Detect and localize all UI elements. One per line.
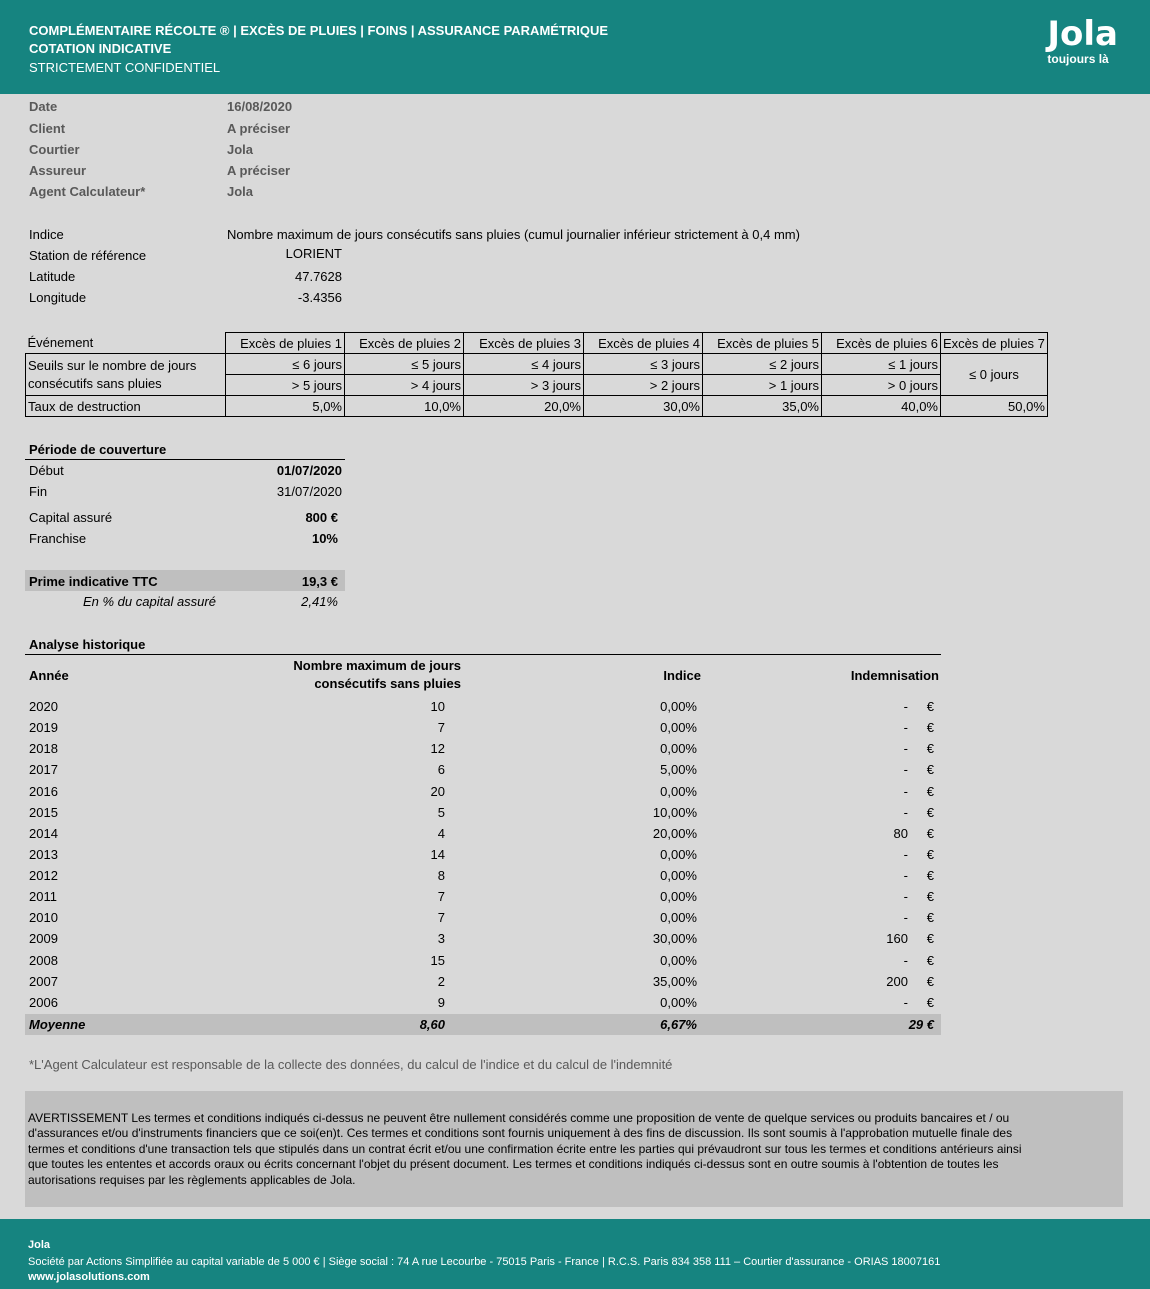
threshold-upper: ≤ 5 jours <box>345 354 464 375</box>
destruction-rate: 10,0% <box>345 396 464 417</box>
history-row <box>25 739 941 760</box>
history-indemn: - <box>903 846 908 862</box>
event-name: Excès de pluies 5 <box>703 333 822 354</box>
history-row <box>25 697 941 718</box>
destruction-rate: 30,0% <box>584 396 703 417</box>
agent-value: Jola <box>227 184 254 199</box>
history-year: 2012 <box>29 868 58 884</box>
history-currency: € <box>926 868 934 884</box>
threshold-lower: > 5 jours <box>226 375 345 396</box>
history-year: 2015 <box>29 804 58 820</box>
history-year: 2016 <box>29 783 58 799</box>
average-index: 6,67% <box>660 1017 697 1032</box>
history-currency: € <box>926 762 934 778</box>
threshold-lower: > 3 jours <box>464 375 584 396</box>
agent-label: Agent Calculateur* <box>29 184 146 199</box>
average-label: Moyenne <box>29 1017 86 1032</box>
history-currency: € <box>926 952 934 968</box>
event-name: Excès de pluies 2 <box>345 333 464 354</box>
threshold-upper: ≤ 1 jours <box>822 354 941 375</box>
history-index: 5,00% <box>660 762 697 778</box>
destruction-rate: 40,0% <box>822 396 941 417</box>
history-year: 2008 <box>29 952 58 968</box>
client-label: Client <box>29 121 66 136</box>
logo-name: Jola <box>1047 14 1118 54</box>
history-row <box>25 993 941 1014</box>
history-index: 0,00% <box>660 741 697 757</box>
history-index: 0,00% <box>660 994 697 1010</box>
confidentiality-notice: STRICTEMENT CONFIDENTIEL <box>29 60 221 75</box>
franchise-value: 10% <box>311 531 338 546</box>
history-row <box>25 908 941 929</box>
destruction-rate: 5,0% <box>226 396 345 417</box>
history-days: 14 <box>430 846 445 862</box>
history-year: 2019 <box>29 720 58 736</box>
events-header-row <box>26 333 1048 354</box>
history-days: 7 <box>437 720 445 736</box>
history-year: 2006 <box>29 994 58 1010</box>
history-indemn: - <box>903 720 908 736</box>
destruction-row <box>26 396 1048 417</box>
history-year: 2014 <box>29 825 58 841</box>
history-indemn: 160 <box>886 931 908 947</box>
history-index: 0,00% <box>660 783 697 799</box>
threshold-upper-row <box>26 354 1048 375</box>
history-row <box>25 972 941 993</box>
history-days: 6 <box>437 762 445 778</box>
history-currency: € <box>926 783 934 799</box>
history-indemn: 80 <box>893 825 908 841</box>
history-index: 0,00% <box>660 910 697 926</box>
franchise-label: Franchise <box>29 531 87 546</box>
history-row <box>25 866 941 887</box>
history-currency: € <box>926 889 934 905</box>
threshold-upper: ≤ 3 jours <box>584 354 703 375</box>
history-currency: € <box>926 825 934 841</box>
history-days: 20 <box>430 783 445 799</box>
history-year: 2011 <box>29 889 57 905</box>
history-currency: € <box>926 699 934 714</box>
end-label: Fin <box>29 484 48 499</box>
history-index: 35,00% <box>652 973 697 989</box>
footer-legal: Société par Actions Simplifiée au capital variable de 5 000 € | Siège social : 74 A rue Lecourbe - 75015 Paris - France | R.C.S. Paris 834 358 111 – Courtier d'assurance - ORIAS 18007161 <box>28 1256 941 1268</box>
history-index: 0,00% <box>660 699 697 714</box>
quote-body <box>0 94 1150 1219</box>
coverage-divider <box>25 459 345 460</box>
history-currency: € <box>926 720 934 736</box>
threshold-upper: ≤ 6 jours <box>226 354 345 375</box>
station-value: LORIENT <box>285 246 342 261</box>
history-days: 5 <box>437 804 445 820</box>
history-currency: € <box>926 931 934 947</box>
courtier-value: Jola <box>227 142 254 157</box>
history-year: 2010 <box>29 910 58 926</box>
average-indemn: 29 € <box>908 1017 934 1032</box>
start-label: Début <box>29 463 64 478</box>
threshold-upper: ≤ 2 jours <box>703 354 822 375</box>
history-index: 10,00% <box>652 804 697 820</box>
premium-label: Prime indicative TTC <box>29 574 158 589</box>
history-index: 0,00% <box>660 889 697 905</box>
history-days: 4 <box>437 825 445 841</box>
threshold-lower: > 1 jours <box>703 375 822 396</box>
history-indemn: - <box>903 910 908 926</box>
history-days: 8 <box>437 868 445 884</box>
history-currency: € <box>926 741 934 757</box>
history-indemn: - <box>903 804 908 820</box>
history-row <box>25 929 941 950</box>
jola-logo <box>1047 16 1118 66</box>
disclaimer-box <box>25 1091 1123 1207</box>
history-year: 2018 <box>29 741 58 757</box>
history-divider <box>25 654 941 655</box>
event-name: Excès de pluies 4 <box>584 333 703 354</box>
destruction-rate: 20,0% <box>464 396 584 417</box>
history-row <box>25 951 941 972</box>
average-highlight <box>25 1014 941 1035</box>
history-row <box>25 887 941 908</box>
destruction-rate: 50,0% <box>941 396 1048 417</box>
history-year: 2020 <box>29 699 58 714</box>
history-row <box>25 845 941 866</box>
history-title: Analyse historique <box>29 637 146 652</box>
history-days: 7 <box>437 889 445 905</box>
history-days: 3 <box>437 931 445 947</box>
history-row <box>25 718 941 739</box>
history-index: 20,00% <box>652 825 697 841</box>
history-days: 15 <box>430 952 445 968</box>
premium-pct-value: 2,41% <box>301 594 338 609</box>
history-days: 2 <box>437 973 445 989</box>
col-days-header-line2: consécutifs sans pluies <box>314 676 461 691</box>
event-name: Excès de pluies 1 <box>226 333 345 354</box>
header-banner <box>0 0 1150 94</box>
history-indemn: - <box>903 868 908 884</box>
event-name: Excès de pluies 6 <box>822 333 941 354</box>
history-indemn: - <box>903 994 908 1010</box>
date-label: Date <box>29 99 58 114</box>
indice-value: Nombre maximum de jours consécutifs sans pluies (cumul journalier inférieur strictement à 0,4 mm) <box>227 227 800 242</box>
col-days-header-line1: Nombre maximum de jours <box>293 658 461 673</box>
threshold-lower: > 2 jours <box>584 375 703 396</box>
col-index-header: Indice <box>663 668 701 683</box>
average-days: 8,60 <box>419 1017 445 1032</box>
col-indemn-header: Indemnisation <box>850 668 939 683</box>
destruction-rate: 35,0% <box>703 396 822 417</box>
history-year: 2007 <box>29 973 58 989</box>
event-label: Événement <box>26 333 226 354</box>
start-value: 01/07/2020 <box>276 463 342 478</box>
date-value: 16/08/2020 <box>227 99 293 114</box>
threshold-upper: ≤ 4 jours <box>464 354 584 375</box>
history-indemn: 200 <box>886 973 908 989</box>
history-days: 10 <box>430 699 445 714</box>
history-row <box>25 760 941 781</box>
history-year: 2017 <box>29 762 58 778</box>
history-currency: € <box>926 804 934 820</box>
longitude-label: Longitude <box>29 290 87 305</box>
product-title: COMPLÉMENTAIRE RÉCOLTE ® | EXCÈS DE PLUIES | FOINS | ASSURANCE PARAMÉTRIQUE <box>29 23 609 38</box>
courtier-label: Courtier <box>29 142 80 157</box>
destruction-label: Taux de destruction <box>26 396 226 417</box>
history-index: 0,00% <box>660 868 697 884</box>
history-currency: € <box>926 994 934 1010</box>
client-value: A préciser <box>227 121 291 136</box>
end-value: 31/07/2020 <box>276 484 342 499</box>
history-days: 12 <box>430 741 445 757</box>
event-name: Excès de pluies 7 <box>941 333 1048 354</box>
threshold-lower: > 4 jours <box>345 375 464 396</box>
history-indemn: - <box>903 952 908 968</box>
threshold-label <box>26 354 226 396</box>
assureur-value: A préciser <box>227 163 291 178</box>
threshold-label-line: Seuils sur le nombre de jours <box>28 357 197 373</box>
longitude-value: -3.4356 <box>297 290 342 305</box>
capital-label: Capital assuré <box>29 510 113 525</box>
history-row <box>25 824 941 845</box>
assureur-label: Assureur <box>29 163 87 178</box>
threshold-upper: ≤ 0 jours <box>941 354 1048 396</box>
premium-pct-label: En % du capital assuré <box>83 594 216 609</box>
event-name: Excès de pluies 3 <box>464 333 584 354</box>
premium-value: 19,3 € <box>301 574 338 589</box>
history-currency: € <box>926 846 934 862</box>
latitude-value: 47.7628 <box>295 269 342 284</box>
history-year: 2013 <box>29 846 58 862</box>
footer-company: Jola <box>28 1239 51 1251</box>
coverage-title: Période de couverture <box>29 442 167 457</box>
disclaimer-text: AVERTISSEMENT Les termes et conditions indiqués ci-dessus ne peuvent être nullement considérés comme une proposition de vente de quelque services ou produits bancaires et / ou d'assurances et/ou d'instruments financiers que ce soi(en)t. Ces termes et conditions sont fournis uniquement à des fins de discussion. Ils sont soumis à l'approbation mutuelle finale des termes et conditions d'une transaction tels que stipulés dans un contrat écrit et/ou une confirmation écrite entre les parties qui prévaudront sur tous les termes et conditions antérieurs ainsi que toutes les ententes et accords oraux ou écrits concernant l'objet du présent document. Les termes et conditions indiqués ci-dessus sont en outre soumis à l'obtention de toutes les autorisations requises par les règlements applicables de Jola. <box>28 1111 1022 1187</box>
col-year-header: Année <box>29 668 69 683</box>
agent-footnote: *L'Agent Calculateur est responsable de la collecte des données, du calcul de l'indice et du calcul de l'indemnité <box>29 1057 673 1072</box>
history-days: 7 <box>437 910 445 926</box>
history-index: 0,00% <box>660 952 697 968</box>
history-currency: € <box>926 910 934 926</box>
capital-value: 800 € <box>305 510 338 525</box>
history-index: 0,00% <box>660 846 697 862</box>
logo-tagline: toujours là <box>1047 52 1109 66</box>
quote-type: COTATION INDICATIVE <box>29 41 172 56</box>
history-indemn: - <box>903 741 908 757</box>
latitude-label: Latitude <box>29 269 76 284</box>
history-index: 30,00% <box>652 931 697 947</box>
indice-label: Indice <box>29 227 64 242</box>
events-table <box>25 332 1048 417</box>
footer-website[interactable]: www.jolasolutions.com <box>28 1271 150 1283</box>
history-year: 2009 <box>29 931 58 947</box>
threshold-label-line: consécutifs sans pluies <box>28 375 162 391</box>
history-currency: € <box>926 973 934 989</box>
history-indemn: - <box>903 783 908 799</box>
history-days: 9 <box>437 994 445 1010</box>
threshold-lower: > 0 jours <box>822 375 941 396</box>
station-label: Station de référence <box>29 248 147 263</box>
footer-banner <box>0 1219 1150 1289</box>
history-indemn: - <box>903 889 908 905</box>
history-indemn: - <box>903 762 908 778</box>
history-indemn: - <box>903 699 908 714</box>
history-index: 0,00% <box>660 720 697 736</box>
history-row <box>25 803 941 824</box>
history-row <box>25 782 941 803</box>
